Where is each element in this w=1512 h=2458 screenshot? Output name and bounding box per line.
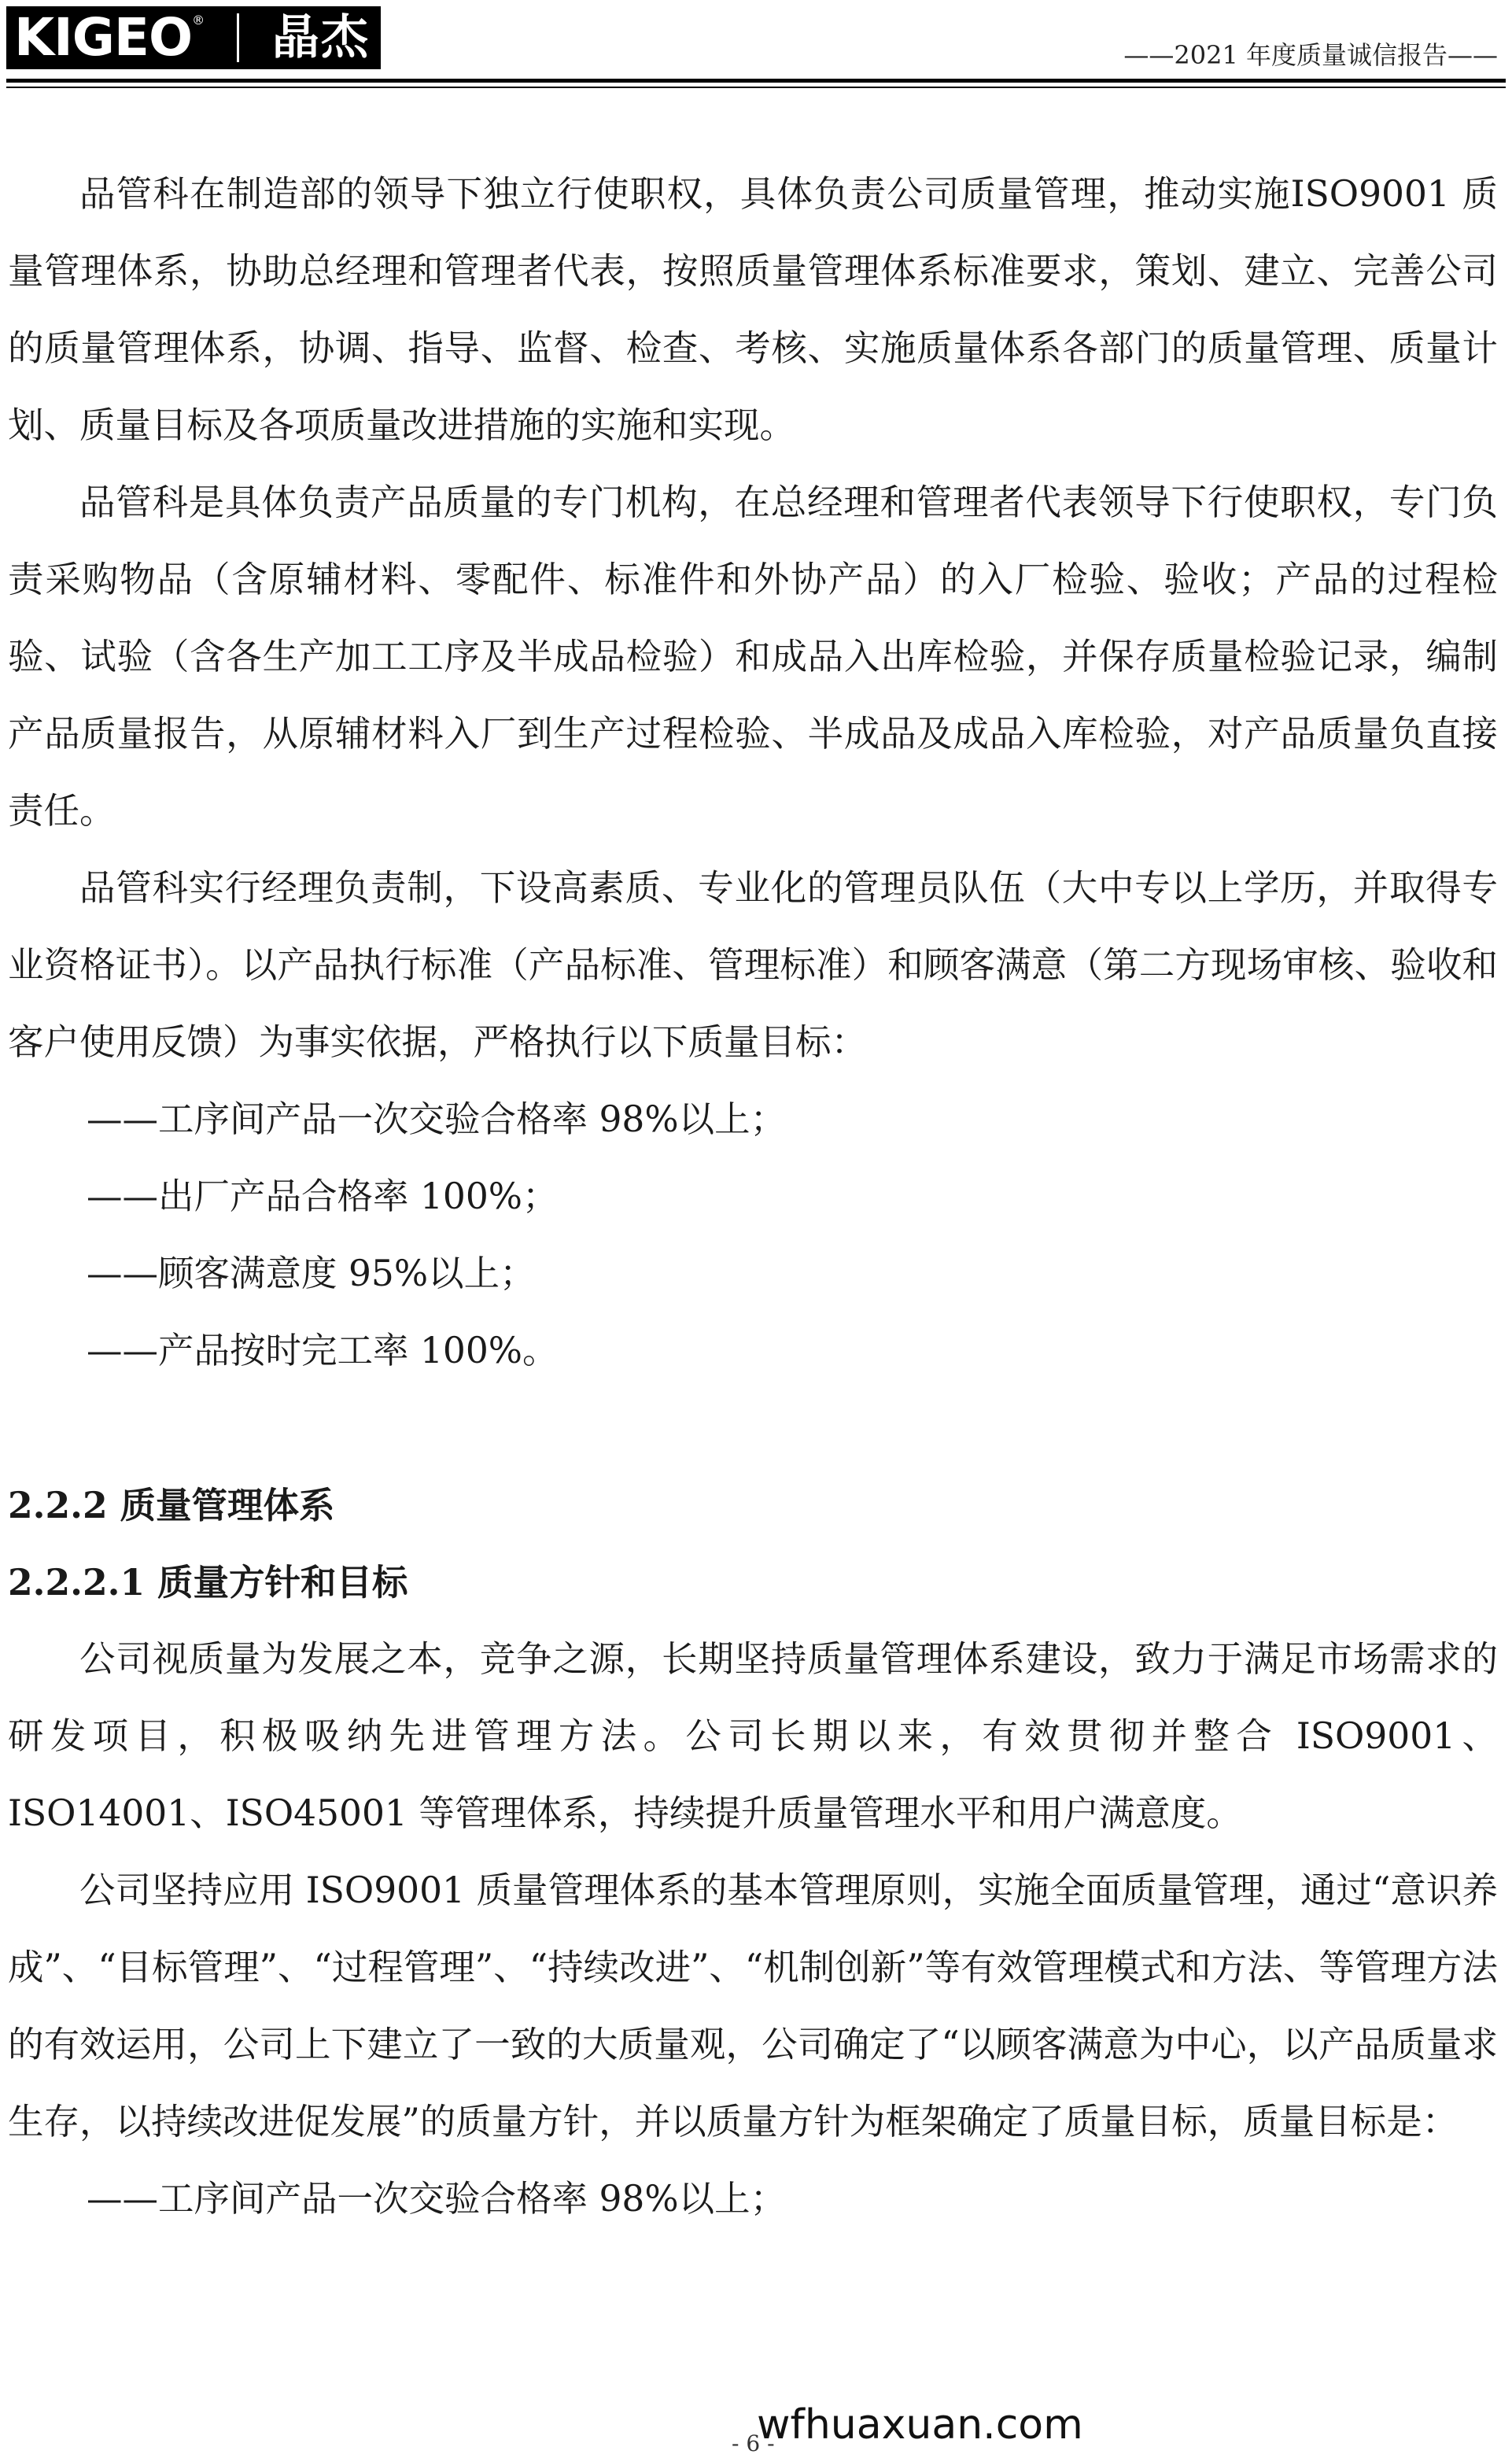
paragraph-quality-foundation: 公司视质量为发展之本，竞争之源，长期坚持质量管理体系建设，致力于满足市场需求的研发项目，积极吸纳先进管理方法。公司长期以来，有效贯彻并整合 ISO9001、ISO14001、ISO45001 等管理体系，持续提升质量管理水平和用户满意度。 (8, 1638, 1498, 1834)
logo-divider (237, 13, 239, 62)
logo-chinese-text: 晶杰 (271, 10, 370, 65)
website-watermark: wfhuaxuan.com (757, 2401, 1083, 2449)
document-body (8, 156, 1498, 2238)
quality-goal-item: ——产品按时完工率 100%。 (87, 1330, 559, 1371)
quality-goal-item: ——出厂产品合格率 100%； (87, 1175, 559, 1217)
header-rule-thick (6, 79, 1506, 83)
company-logo (6, 6, 381, 69)
paragraph-qc-management: 品管科实行经理负责制，下设高素质、专业化的管理员队伍（大中专以上学历，并取得专业资格证书）。以产品执行标准（产品标准、管理标准）和顾客满意（第二方现场审核、验收和客户使用反馈）为事实依据，严格执行以下质量目标： (8, 867, 1498, 1063)
header-rule-thin (6, 87, 1506, 88)
paragraph-qc-department-role: 品管科在制造部的领导下独立行使职权，具体负责公司质量管理，推动实施ISO9001 质量管理体系，协助总经理和管理者代表，按照质量管理体系标准要求，策划、建立、完善公司的质量管理体系，协调、指导、监督、检查、考核、实施质量体系各部门的质量管理、质量计划、质量目标及各项质量改进措施的实施和实现。 (8, 173, 1498, 446)
quality-goal-item: ——工序间产品一次交验合格率 98%以上； (87, 2178, 787, 2220)
quality-goal-item: ——顾客满意度 95%以上； (87, 1253, 536, 1294)
paragraph-quality-policy: 公司坚持应用 ISO9001 质量管理体系的基本管理原则，实施全面质量管理，通过“意识养成”、“目标管理”、“过程管理”、“持续改进”、“机制创新”等有效管理模式和方法、等管理方法的有效运用，公司上下建立了一致的大质量观，公司确定了“以顾客满意为中心，以产品质量求生存，以持续改进促发展”的质量方针，并以质量方针为框架确定了质量目标，质量目标是： (8, 1869, 1498, 2142)
report-title: ——2021 年度质量诚信报告—— (1123, 40, 1498, 70)
logo-latin-text: KIGEO® (14, 7, 205, 68)
page-header (0, 0, 1512, 94)
section-heading-2-2-2: 2.2.2 质量管理体系 (8, 1484, 335, 1526)
page-number: - 6 - (732, 2430, 775, 2456)
section-spacer (8, 1390, 1498, 1467)
section-heading-2-2-2-1: 2.2.2.1 质量方针和目标 (8, 1561, 408, 1604)
quality-goal-item: ——工序间产品一次交验合格率 98%以上； (87, 1098, 787, 1140)
paragraph-qc-responsibilities: 品管科是具体负责产品质量的专门机构，在总经理和管理者代表领导下行使职权，专门负责采购物品（含原辅材料、零配件、标准件和外协产品）的入厂检验、验收；产品的过程检验、试验（含各生产加工工序及半成品检验）和成品入出库检验，并保存质量检验记录，编制产品质量报告，从原辅材料入厂到生产过程检验、半成品及成品入库检验，对产品质量负直接责任。 (8, 482, 1498, 832)
